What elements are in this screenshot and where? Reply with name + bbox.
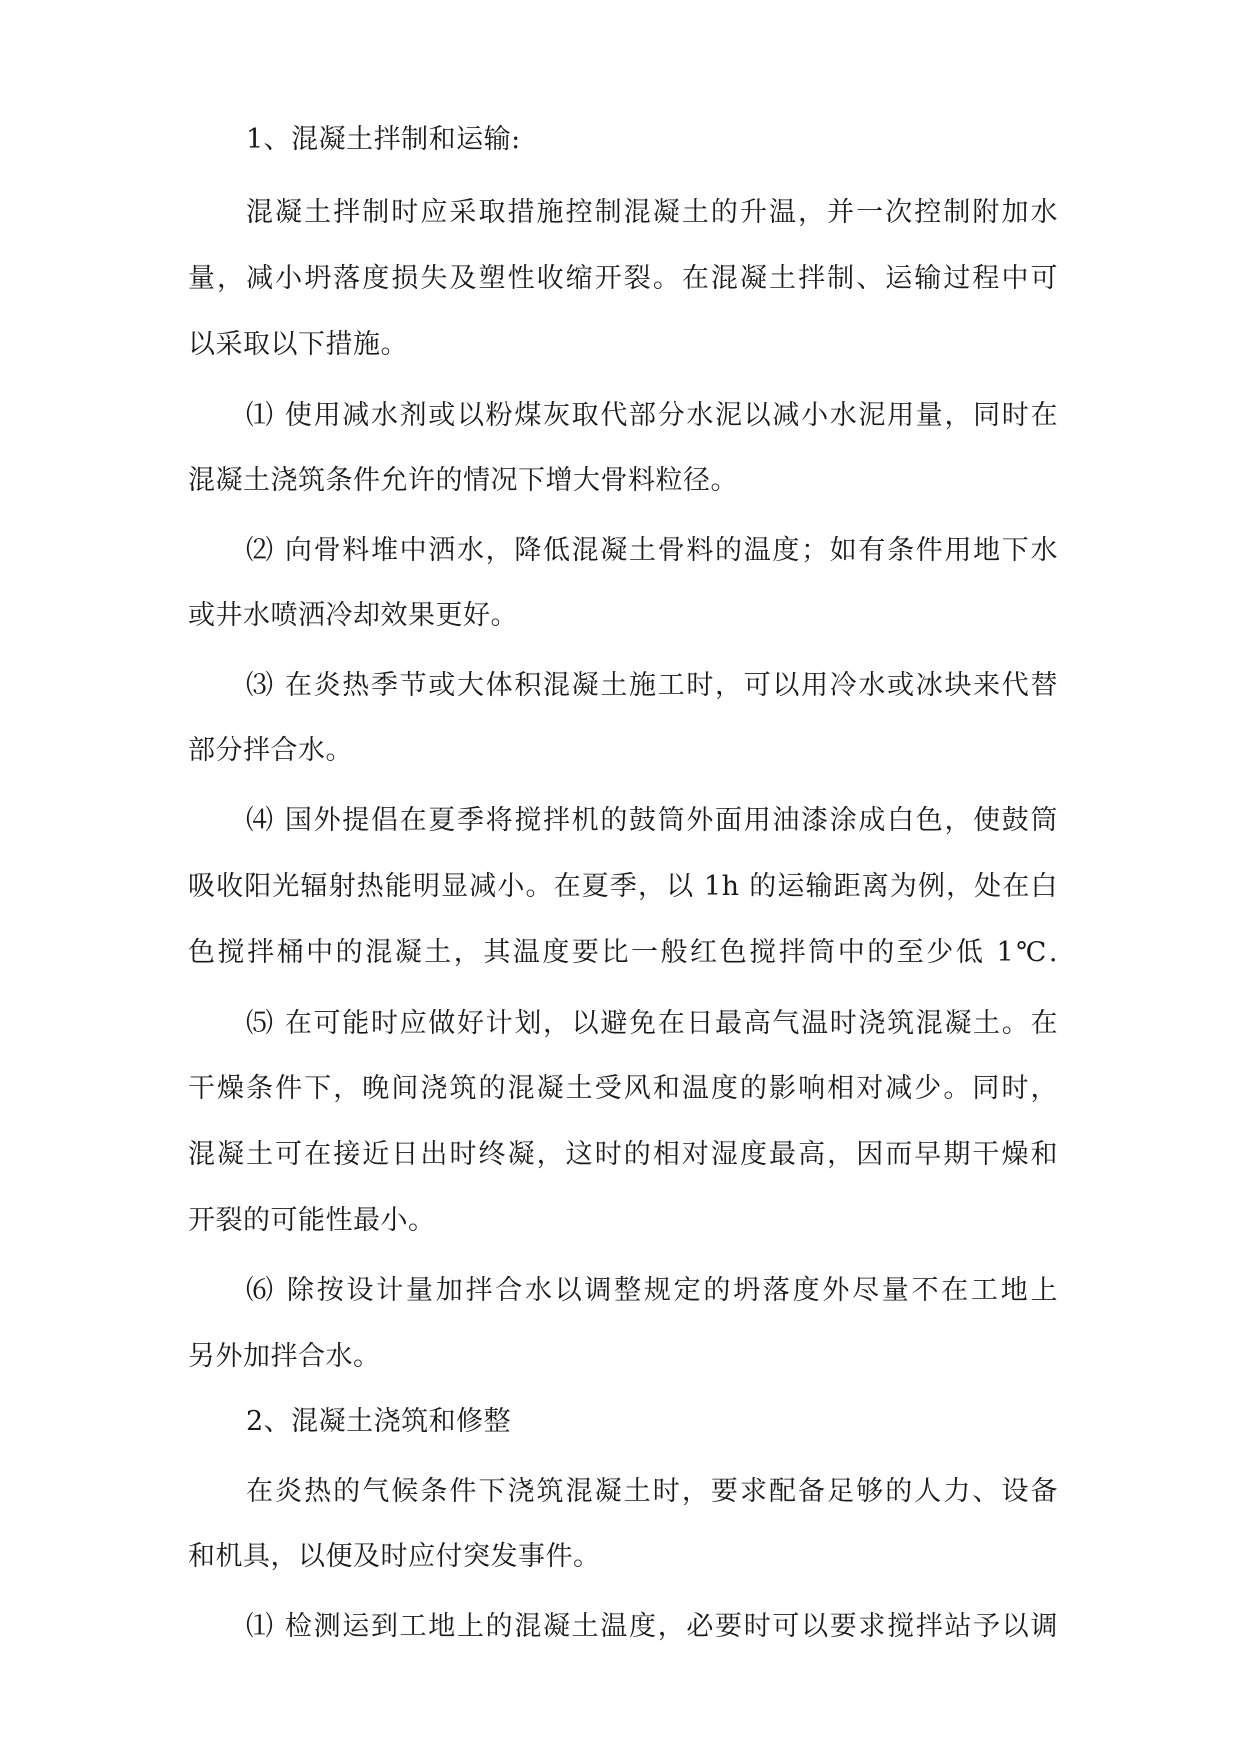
list-item-line: ⑹ 除按设计量加拌合水以调整规定的坍落度外尽量不在工地上: [246, 1275, 1058, 1306]
paragraph-line: 混凝土拌制时应采取措施控制混凝土的升温，并一次控制附加水: [246, 197, 1058, 228]
paragraph-line: 另外加拌合水。: [188, 1341, 381, 1372]
paragraph-line: 部分拌合水。: [188, 735, 353, 766]
heading-section-1: 1、混凝土拌制和运输:: [246, 124, 521, 155]
paragraph-line: 混凝土浇筑条件允许的情况下增大骨料粒径。: [188, 465, 738, 496]
paragraph-line: 吸收阳光辐射热能明显减小。在夏季，以 1h 的运输距离为例，处在白: [188, 871, 1058, 902]
paragraph-line: 量，减小坍落度损失及塑性收缩开裂。在混凝土拌制、运输过程中可: [188, 263, 1058, 294]
paragraph-line: 以采取以下措施。: [188, 329, 408, 360]
list-item-line: ⑴ 使用减水剂或以粉煤灰取代部分水泥以减小水泥用量，同时在: [246, 400, 1058, 431]
list-item-line: ⑸ 在可能时应做好计划，以避免在日最高气温时浇筑混凝土。在: [246, 1008, 1058, 1039]
paragraph-line: 和机具，以便及时应付突发事件。: [188, 1541, 601, 1572]
paragraph-line: 混凝土可在接近日出时终凝，这时的相对湿度最高，因而早期干燥和: [188, 1139, 1058, 1170]
paragraph-line: 在炎热的气候条件下浇筑混凝土时，要求配备足够的人力、设备: [246, 1476, 1058, 1507]
list-item-line: ⑵ 向骨料堆中洒水，降低混凝土骨料的温度；如有条件用地下水: [246, 535, 1058, 566]
paragraph-line: 开裂的可能性最小。: [188, 1205, 436, 1236]
heading-section-2: 2、混凝土浇筑和修整: [246, 1406, 512, 1437]
list-item-line: ⑷ 国外提倡在夏季将搅拌机的鼓筒外面用油漆涂成白色，使鼓筒: [246, 805, 1058, 836]
paragraph-line: 干燥条件下，晚间浇筑的混凝土受风和温度的影响相对减少。同时，: [188, 1073, 1058, 1104]
list-item-line: ⑶ 在炎热季节或大体积混凝土施工时，可以用冷水或冰块来代替: [246, 670, 1058, 701]
paragraph-line: 色搅拌桶中的混凝土，其温度要比一般红色搅拌筒中的至少低 1℃.: [188, 937, 1058, 968]
paragraph-line: 或井水喷洒冷却效果更好。: [188, 600, 518, 631]
list-item-line: ⑴ 检测运到工地上的混凝土温度，必要时可以要求搅拌站予以调: [246, 1611, 1058, 1642]
